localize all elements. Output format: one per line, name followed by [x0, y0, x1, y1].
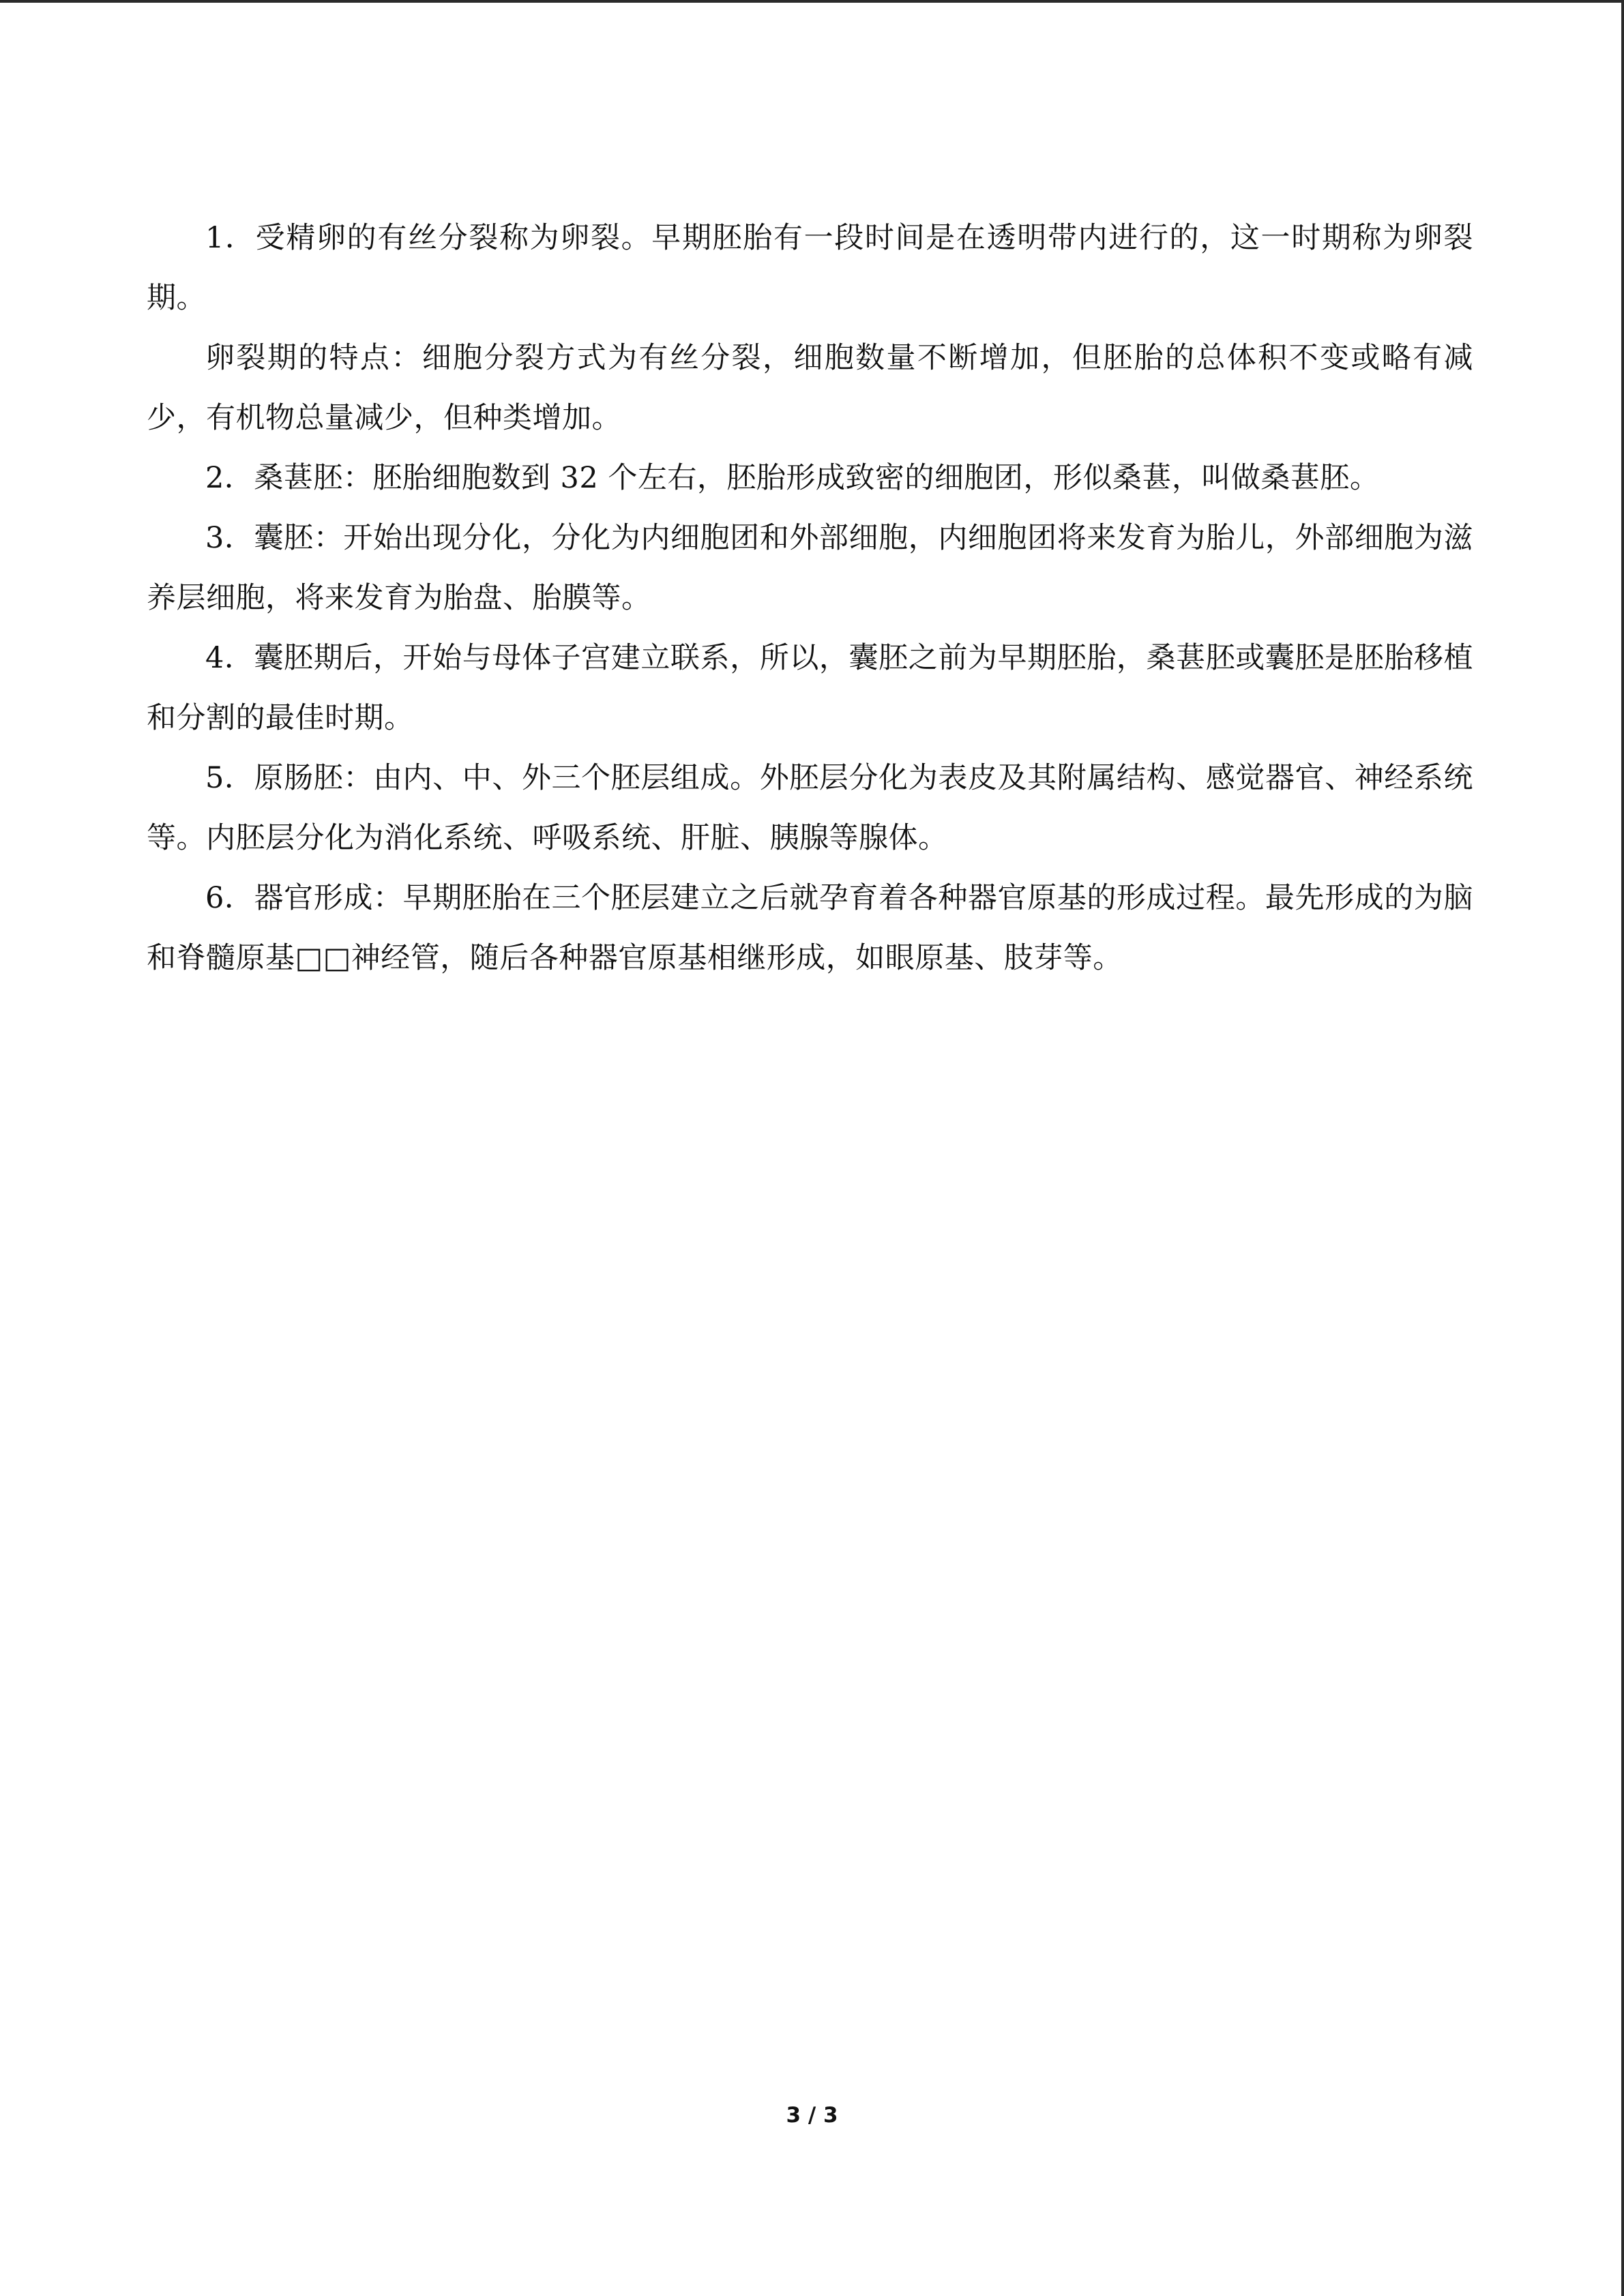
document-body	[147, 208, 1473, 988]
page-border-right	[1621, 0, 1624, 2296]
paragraph-morula: 2．桑葚胚：胚胎细胞数到 32 个左右，胚胎形成致密的细胞团，形似桑葚，叫做桑葚胚。	[205, 461, 1380, 495]
page-border-top	[0, 0, 1624, 3]
paragraph-cleavage-features: 卵裂期的特点：细胞分裂方式为有丝分裂，细胞数量不断增加，但胚胎的总体积不变或略有减少，有机物总量减少，但种类增加。	[147, 341, 1473, 435]
paragraph-gastrula: 5．原肠胚：由内、中、外三个胚层组成。外胚层分化为表皮及其附属结构、感觉器官、神经系统等。内胚层分化为消化系统、呼吸系统、肝脏、胰腺等腺体。	[147, 761, 1473, 855]
paragraph-after-blastocyst: 4．囊胚期后，开始与母体子宫建立联系，所以，囊胚之前为早期胚胎，桑葚胚或囊胚是胚胎移植和分割的最佳时期。	[147, 641, 1473, 735]
paragraph-cleavage-definition: 1．受精卵的有丝分裂称为卵裂。早期胚胎有一段时间是在透明带内进行的，这一时期称为卵裂期。	[147, 221, 1473, 315]
page-number: 3 / 3	[786, 2103, 838, 2128]
paragraph-organogenesis: 6．器官形成：早期胚胎在三个胚层建立之后就孕育着各种器官原基的形成过程。最先形成的为脑和脊髓原基□□神经管，随后各种器官原基相继形成，如眼原基、肢芽等。	[147, 881, 1473, 975]
paragraph-blastocyst: 3．囊胚：开始出现分化，分化为内细胞团和外部细胞，内细胞团将来发育为胎儿，外部细胞为滋养层细胞，将来发育为胎盘、胎膜等。	[147, 521, 1473, 615]
